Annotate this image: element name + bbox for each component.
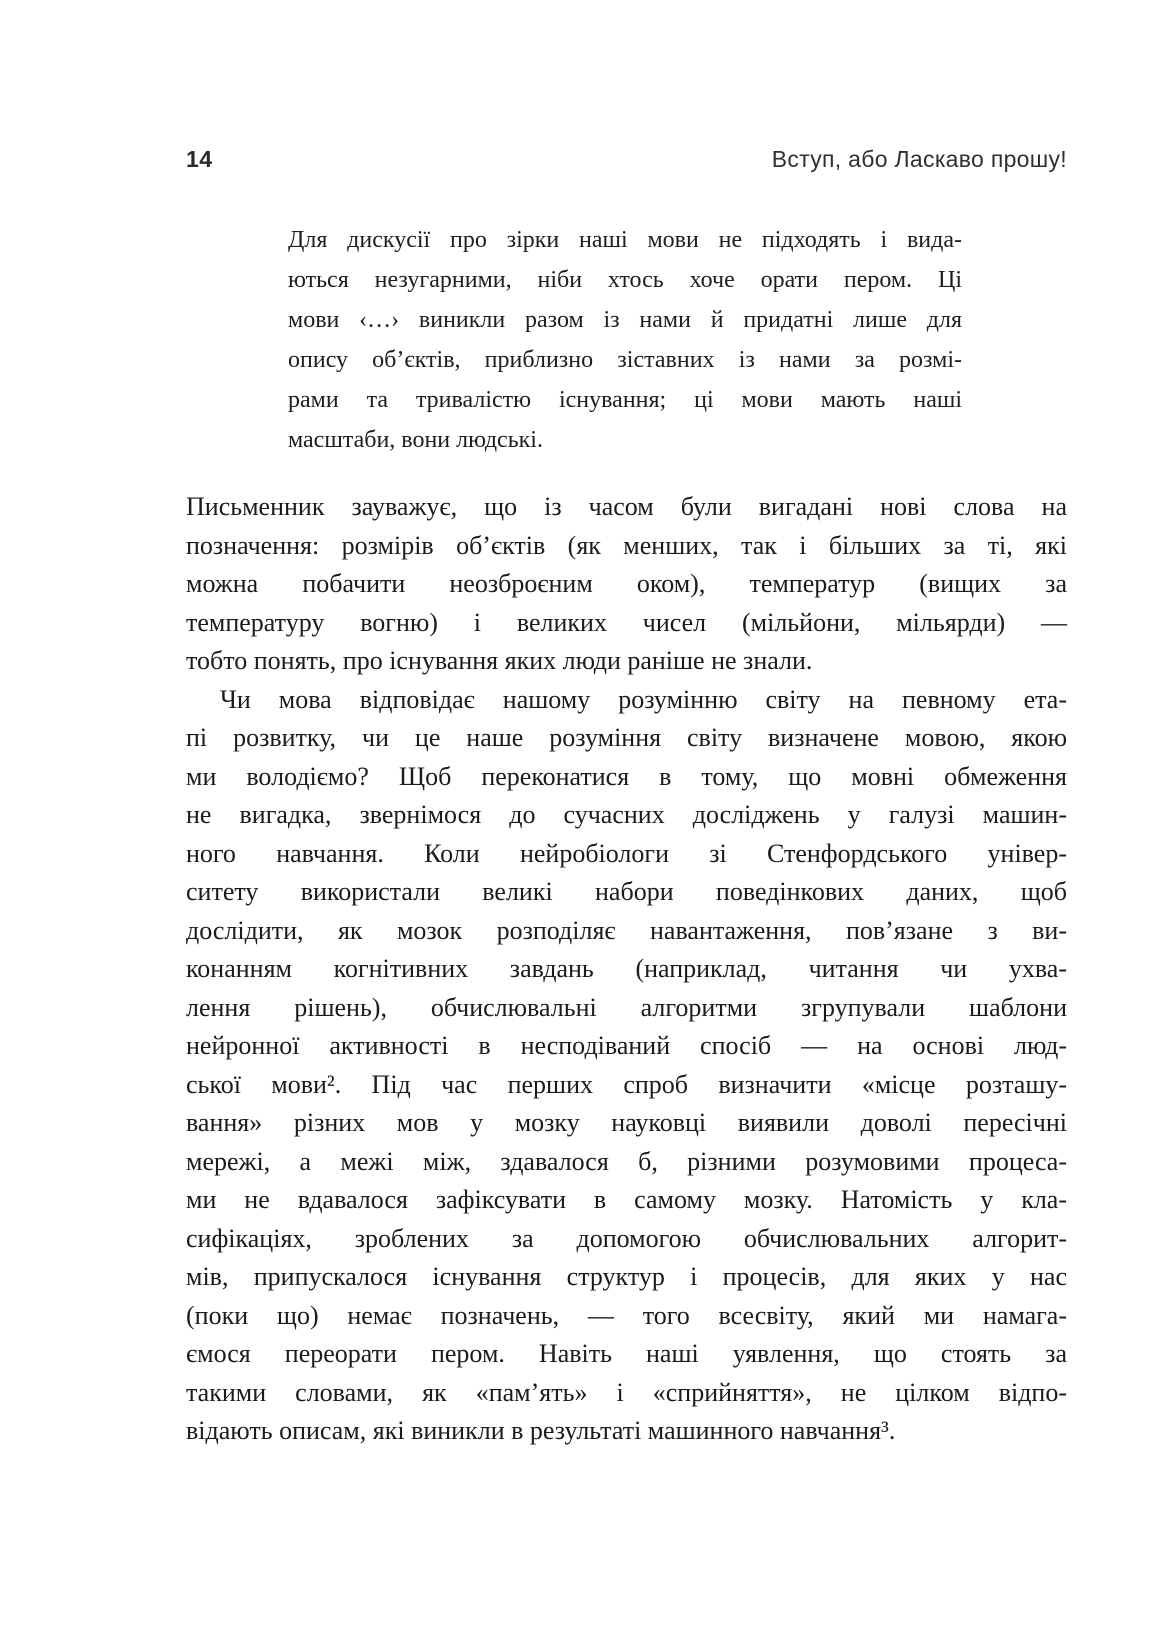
text-line: Чи мова відповідає нашому розумінню світу на певному ета- (220, 684, 1067, 714)
block-quote (288, 220, 962, 460)
text-line: ситету використали великі набори поведінкових даних, щоб (186, 877, 1067, 906)
text-line: не вигадка, звернімося до сучасних досліджень у галузі машин- (186, 800, 1067, 829)
text-line: конанням когнітивних завдань (наприклад, читання чи ухва- (186, 954, 1067, 983)
text-line: можна побачити неозброєним оком), температур (вищих за (186, 569, 1067, 598)
text-line: мови ‹…› виникли разом із нами й придатні лише для (288, 307, 962, 333)
text-line: тобто понять, про існування яких люди раніше не знали. (186, 646, 813, 675)
text-line: рами та тривалістю існування; ці мови мають наші (288, 387, 962, 413)
text-line: ємося переорати пером. Навіть наші уявлення, що стоять за (186, 1339, 1067, 1368)
text-line: нейронної активності в несподіваний спосіб — на основі люд- (186, 1031, 1067, 1060)
text-line: (поки що) немає позначень, — того всесвіту, який ми намага- (186, 1300, 1067, 1330)
running-header (186, 146, 1067, 173)
text-line: масштаби, вони людські. (288, 427, 543, 453)
text-line: пі розвитку, чи це наше розуміння світу визначене мовою, якою (186, 723, 1067, 752)
body-text (186, 488, 1067, 1451)
text-line: опису об’єктів, приблизно зіставних із нами за розмі- (288, 347, 962, 373)
text-line: мів, припускалося існування структур і процесів, для яких у нас (186, 1262, 1067, 1291)
text-line: ми не вдавалося зафіксувати в самому мозку. Натомість у кла- (186, 1185, 1067, 1214)
text-line: лення рішень), обчислювальні алгоритми згрупували шаблони (186, 992, 1067, 1022)
text-line: такими словами, як «пам’ять» і «сприйняття», не цілком відпо- (186, 1377, 1067, 1407)
text-line: ються незугарними, ніби хтось хоче орати пером. Ці (288, 267, 962, 293)
text-line: Письменник зауважує, що із часом були вигадані нові слова на (186, 492, 1067, 521)
page-number: 14 (186, 146, 213, 172)
paragraph (186, 488, 1067, 681)
text-line: позначення: розмірів об’єктів (як менших, так і більших за ті, які (186, 530, 1067, 560)
text-line: відають описам, які виникли в результаті машинного навчання³. (186, 1416, 896, 1445)
text-line: вання» різних мов у мозку науковці виявили доволі пересічні (186, 1108, 1067, 1137)
text-line: ми володіємо? Щоб переконатися в тому, що мовні обмеження (186, 761, 1067, 791)
paragraph (186, 681, 1067, 1451)
text-line: ської мови². Під час перших спроб визначити «місце розташу- (186, 1069, 1067, 1099)
text-line: дослідити, як мозок розподіляє навантаження, пов’язане з ви- (186, 915, 1067, 945)
chapter-title: Вступ, або Ласкаво прошу! (771, 146, 1067, 172)
text-line: сифікаціях, зроблених за допомогою обчислювальних алгорит- (186, 1223, 1067, 1253)
text-line: Для дискусії про зірки наші мови не підходять і вида- (288, 227, 962, 253)
text-line: температуру вогню) і великих чисел (мільйони, мільярди) — (186, 607, 1067, 637)
text-line: мережі, а межі між, здавалося б, різними розумовими процеса- (186, 1146, 1067, 1176)
text-line: ного навчання. Коли нейробіологи зі Стенфордського універ- (186, 838, 1067, 868)
